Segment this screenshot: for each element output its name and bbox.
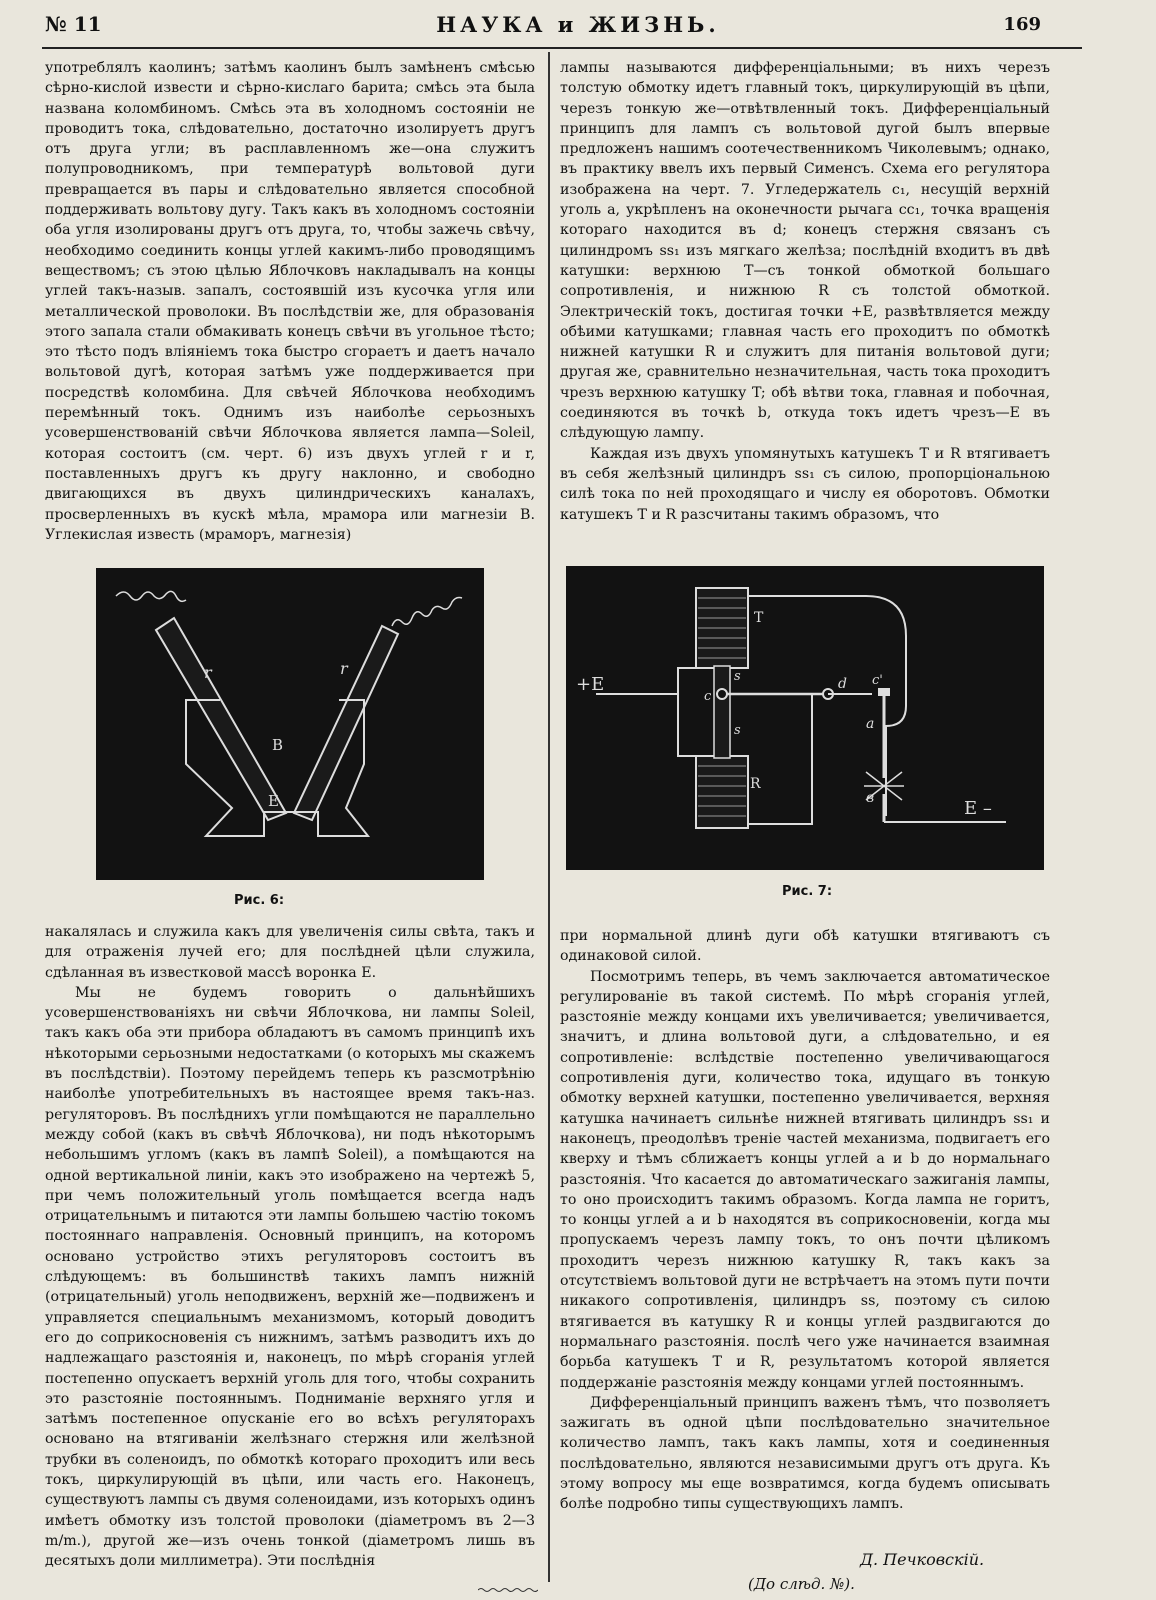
fig7-label-s: s [734, 669, 741, 684]
fig7-label-d: d [838, 676, 847, 692]
figure-7 [566, 566, 1044, 870]
paragraph: лампы называются дифференціальными; въ нихъ черезъ толстую обмотку идетъ главный токъ, циркулирующій въ цѣпи, черезъ тонкую же—отвѣтвленный токъ. Дифференціальный принципъ для лампъ съ вольтовой дугой былъ впервые предложенъ нашимъ соотечественникомъ Чиколевымъ; однако, въ практику ввелъ ихъ первый Сименсъ. Схема его регулятора изображена на черт. 7. Угледержатель c₁, несущій верхній уголь a, укрѣпленъ на оконечности рычага cc₁, точка вращенія котораго находится въ d; конецъ стержня связанъ съ цилиндромъ ss₁ изъ мягкаго желѣза; послѣдній входитъ въ двѣ катушки: верхнюю T—съ тонкой обмоткой большаго сопротивленія, и нижнюю R съ толстой обмоткой. Электрическій токъ, достигая точки +E, развѣтвляется между обѣими катушками; главная часть его проходитъ по обмоткѣ нижней катушки R и служитъ для питанія вольтовой дуги; другая же, сравнительно незначительная, часть тока проходитъ чрезъ верхнюю катушку T; обѣ вѣтви тока, главная и побочная, соединяются въ точкѣ b, откуда токъ идетъ чрезъ—E въ слѣдующую лампу. [560, 60, 1050, 442]
left-column-top [45, 58, 535, 545]
figure-7-caption: Рис. 7: [782, 884, 833, 899]
left-column-bottom [45, 922, 535, 1572]
fig6-label-B: B [272, 736, 284, 754]
fig7-label-c1: c' [872, 673, 883, 688]
right-column-top [560, 58, 1050, 525]
header-rule [42, 47, 1082, 49]
paragraph: Мы не будемъ говорить о дальнѣйшихъ усовершенствованіяхъ ни свѣчи Яблочкова, ни лампы Soleil, такъ какъ оба эти прибора обладаютъ въ самомъ принципѣ ихъ нѣкоторыми серьозными недостатками (о которыхъ мы скажемъ въ послѣдствіи). Поэтому перейдемъ теперь къ разсмотрѣнію наиболѣе употребительныхъ въ настоящее время такъ-наз. регуляторовъ. Въ послѣднихъ угли помѣщаются не параллельно между собой (какъ въ свѣчѣ Яблочкова), ни подъ нѣкоторымъ небольшимъ угломъ (какъ въ лампѣ Soleil), а помѣщаются на одной вертикальной линіи, какъ это изображено на чертежѣ 5, при чемъ положительный уголь помѣщается всегда надъ отрицательнымъ и питаются эти лампы большею частію токомъ постояннаго направленія. Основный принципъ, на которомъ основано устройство этихъ регуляторовъ состоитъ въ слѣдующемъ: въ большинствѣ такихъ лампъ нижній (отрицательный) уголь неподвиженъ, верхній же—подвиженъ и управляется специальнымъ механизмомъ, который доводитъ его до соприкосновенія съ нижнимъ, затѣмъ разводитъ ихъ до надлежащаго разстоянія и, наконецъ, по мѣрѣ сгоранія углей постепенно опускаетъ верхній уголь для того, чтобы сохранить это разстояніе постояннымъ. Подниманіе верхняго угля и затѣмъ постепенное опусканіе его во всѣхъ регуляторахъ основано на втягиваніи желѣзнаго стержня или желѣзной трубки въ соленоидъ, по обмоткѣ котораго проходитъ или весь токъ, циркулирующій въ цѣпи, или часть его. Наконецъ, существуютъ лампы съ двумя соленоидами, изъ которыхъ одинъ имѣетъ обмотку изъ толстой проволоки (діаметромъ въ 2—3 m/m.), другой же—изъ очень тонкой (діаметромъ лишь въ десятыхъ доли миллиметра). Эти послѣднія [45, 984, 535, 1570]
column-divider [548, 52, 550, 1582]
paragraph: Посмотримъ теперь, въ чемъ заключается автоматическое регулированіе въ такой системѣ. По мѣрѣ сгоранія углей, разстояніе между концами ихъ увеличивается; увеличивается, значитъ, и длина вольтовой дуги, а слѣдовательно, и ея сопротивленіе: вслѣдствіе постепенно увеличивающагося сопротивленія дуги, количество тока, идущаго въ тонкую обмотку верхней катушки, постепенно увеличивается, верхняя катушка начинаетъ сильнѣе нижней втягивать цилиндръ ss₁ и наконецъ, преодолѣвъ треніе частей механизма, подвигаетъ его кверху и тѣмъ сближаетъ концы углей a и b до нормальнаго разстоянія. Что касается до автоматическаго зажиганія лампы, то оно происходитъ такимъ образомъ. Когда лампа не горитъ, то концы углей a и b находятся въ соприкосновеніи, когда мы пропускаемъ черезъ лампу токъ, то онъ почти цѣликомъ проходитъ черезъ нижнюю катушку R, такъ какъ за отсутствіемъ вольтовой дуги не встрѣчаетъ на этомъ пути почти никакого сопротивленія, цилиндръ ss, поэтому съ силою втягивается въ катушку R и концы углей раздвигаются до нормальнаго разстоянія. послѣ чего уже начинается взаимная борьба катушекъ T и R, результатомъ которой является поддержаніе разстоянія между концами углей постояннымъ. [560, 968, 1050, 1391]
issue-number: № 11 [45, 12, 102, 36]
fig7-label-s1: s [734, 723, 741, 738]
page-number: 169 [1003, 14, 1041, 35]
wavy-rule [478, 1587, 538, 1593]
fig6-label-E: E [268, 792, 279, 810]
fig7-label-c: c [704, 689, 712, 704]
page-header [0, 0, 1156, 44]
paragraph: Дифференціальный принципъ важенъ тѣмъ, что позволяетъ зажигать въ одной цѣпи послѣдовательно значительное количество лампъ, такъ какъ лампы, хотя и соединенныя послѣдовательно, являются независимыми другъ отъ друга. Къ этому вопросу мы еще возвратимся, когда будемъ описывать болѣе подробно типы существующихъ лампъ. [560, 1394, 1050, 1513]
fig6-label-r-right: r [340, 659, 348, 678]
fig7-label-R: R [750, 776, 761, 792]
paragraph: накалялась и служила какъ для увеличенія силы свѣта, такъ и для отраженія лучей его; для послѣдней цѣли служила, сдѣланная въ известковой массѣ воронка E. [45, 924, 535, 981]
figure-6-caption: Рис. 6: [234, 893, 285, 908]
fig7-label-T: T [754, 610, 764, 626]
right-column-bottom [560, 926, 1050, 1515]
figure-6 [96, 568, 484, 880]
paragraph: Каждая изъ двухъ упомянутыхъ катушекъ T и R втягиваетъ въ себя желѣзный цилиндръ ss₁ съ силою, пропорціональною силѣ тока по ней проходящаго и числу ея оборотовъ. Обмотки катушекъ T и R разсчитаны такимъ образомъ, что [560, 445, 1050, 523]
paragraph: употреблялъ каолинъ; затѣмъ каолинъ былъ замѣненъ смѣсью сѣрно-кислой извести и сѣрно-кислаго барита; смѣсь эта была названа коломбиномъ. Смѣсь эта въ холодномъ состояніи не проводитъ тока, слѣдовательно, достаточно изолируетъ другъ отъ друга угли; въ расплавленномъ же—она служитъ полупроводникомъ, при температурѣ вольтовой дуги превращается въ пары и слѣдовательно является способной поддерживать вольтову дугу. Такъ какъ въ холодномъ состояніи оба угля изолированы другъ отъ друга, то, чтобы зажечь свѣчу, необходимо соединить концы углей какимъ-либо проводящимъ веществомъ; съ этою цѣлью Яблочковъ накладывалъ на концы углей такъ-назыв. запалъ, состоявшій изъ кусочка угля или металлической проволоки. Въ послѣдствіи же, для образованія этого запала стали обмакивать конецъ свѣчи въ угольное тѣсто; это тѣсто подъ вліяніемъ тока быстро сгораетъ и даетъ начало вольтовой дугѣ, которая затѣмъ уже поддерживается при посредствѣ коломбина. Для свѣчей Яблочкова необходимъ перемѣнный токъ. Однимъ изъ наиболѣе серьозныхъ усовершенствованій свѣчи Яблочкова является лампа—Soleil, которая состоитъ (см. черт. 6) изъ двухъ углей r и r, поставленныхъ другъ къ другу наклонно, и свободно двигающихся въ двухъ цилиндрическихъ каналахъ, просверленныхъ въ кускѣ мѣла, мрамора или магнезіи B. Углекислая известь (мраморъ, магнезія) [45, 60, 535, 543]
fig7-label-a: a [866, 716, 875, 732]
fig7-label-minusE: E – [964, 798, 992, 819]
journal-title: НАУКА и ЖИЗНЬ. [436, 12, 720, 37]
paragraph: при нормальной длинѣ дуги обѣ катушки втягиваютъ съ одинаковой силой. [560, 928, 1050, 965]
author-signature: Д. Печковскій. [860, 1550, 985, 1569]
fig7-label-b: в [866, 790, 875, 806]
continued-note: (До слѣд. №). [748, 1575, 855, 1593]
fig7-label-plusE: +E [576, 674, 605, 695]
fig6-label-r-left: r [204, 663, 212, 682]
